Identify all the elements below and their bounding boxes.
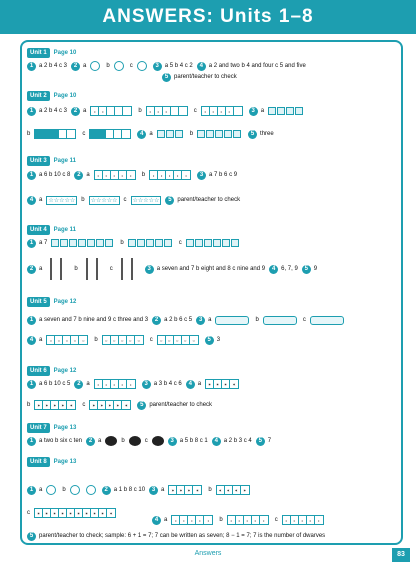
unit-4-header: Unit 4 Page 11 [27,224,76,236]
flower-pot-icon [86,485,96,495]
unit-8-answers-row3: 4 a • • • • • b • • • • • c • • • • • [152,514,330,526]
unit-5-answers-row1: 1 a seven and 7 b nine and 9 c three and 3 2 a 2 b 6 c 5 3 a b c [27,314,350,326]
star-icon: ☆☆☆☆☆ [132,197,160,204]
unit-page: Page 10 [53,50,77,56]
unit-6-answers-row1: 1 a 6 b 10 c 5 2 a • • • • • 3 a 3 b 4 c 6 4 a ✶ ✶ ✶ ✶ [27,378,245,390]
unit-3-header: Unit 3 Page 11 [27,155,76,167]
unit-2-answers-row1: 1 a 2 b 4 c 3 2 a • • b • • • c • • • • 3 a [27,105,310,117]
unit-tag: Unit 1 [27,48,50,58]
abacus [82,258,102,280]
abacus [117,258,137,280]
flower-pot-icon [46,485,56,495]
unit-6-header: Unit 6 Page 12 [27,365,76,377]
unit-8-answers-row2: c ✶ ✶ ✶ ✶ ✶ ✶ ✶ ✶ ✶ ✶ [27,507,122,519]
car-icon [310,316,344,325]
unit-5-header: Unit 5 Page 12 [27,296,76,308]
ten-frame: • • • • [201,106,243,116]
unit-2-answers-row2: b c 4 a b 5 three [27,130,274,137]
page-number: 83 [392,548,410,562]
unit-8-answers-row1: 1 a b 2 a 1 b 8 c 10 3 a ✶ ✶ ✶ ✶ b ✶ ✶ ✶ ✶ [27,478,256,502]
page-title: ANSWERS: Units 1–8 [0,0,416,34]
footer-label: Answers [194,550,222,557]
star-icon: ☆☆☆☆☆ [90,197,118,204]
unit-7-answers: 1 a two b six c ten 2 a b c 3 a 5 b 8 c 1 4 a 2 b 3 c 4 5 7 [27,435,271,447]
unit-3-answers-row1: 1 a 6 b 10 c 8 2 a • • • • • b • • • • • 3 a 7 b 6 c 9 [27,169,237,181]
unit-4-answers-row2: 2 a b c 3 a seven and 7 b eight and 8 c nine and 9 4 6, 7, 9 5 9 [27,257,317,281]
ladybird-icon [152,436,164,446]
flower-icon [114,61,124,71]
unit-1-header [27,47,76,59]
car-icon [215,316,249,325]
star-icon: ☆☆☆☆☆ [48,197,76,204]
unit-8-q5: 5 parent/teacher to check; sample: 6 + 1 = 7; 7 can be written as seven; 8 − 1 = 7; 7 is the number of dwarves [27,530,325,542]
unit-6-answers-row2: b ✶ ✶ ✶ ✶ ✶ c ✶ ✶ ✶ ✶ ✶ 5 parent/teacher to check [27,401,213,408]
unit-1-q5: 5 parent/teacher to check [162,71,237,83]
abacus [46,258,66,280]
flower-icon [137,61,147,71]
unit-5-answers-row2: 4 a ○ ○ ○ ○ ○ b ○ ○ ○ ○ ○ c ○ ○ ○ ○ ○ 5 3 [27,334,220,346]
unit-2-header: Unit 2 Page 10 [27,90,76,102]
ladybird-icon [105,436,117,446]
unit-8-header: Unit 8 Page 13 [27,456,76,468]
flower-pot-icon [70,485,80,495]
car-icon [263,316,297,325]
unit-7-header: Unit 7 Page 13 [27,422,76,434]
ladybird-icon [129,436,141,446]
ten-frame: • • [90,106,132,116]
unit-1-answers: 1 a 2 b 4 c 3 2 a b c 3 a 5 b 4 c 2 4 a 2 and two b 4 and four c 5 and five [27,60,310,72]
unit-3-answers-row2: 4 a ☆☆☆☆☆ b ☆☆☆☆☆ c ☆☆☆☆☆ 5 parent/teacher to check [27,194,240,206]
cube-blocks [268,107,304,115]
flower-icon [90,61,100,71]
answers-panel [20,40,403,545]
unit-4-answers-row1: 1 a 7 b c [27,237,246,249]
ten-frame: • • • [146,106,188,116]
